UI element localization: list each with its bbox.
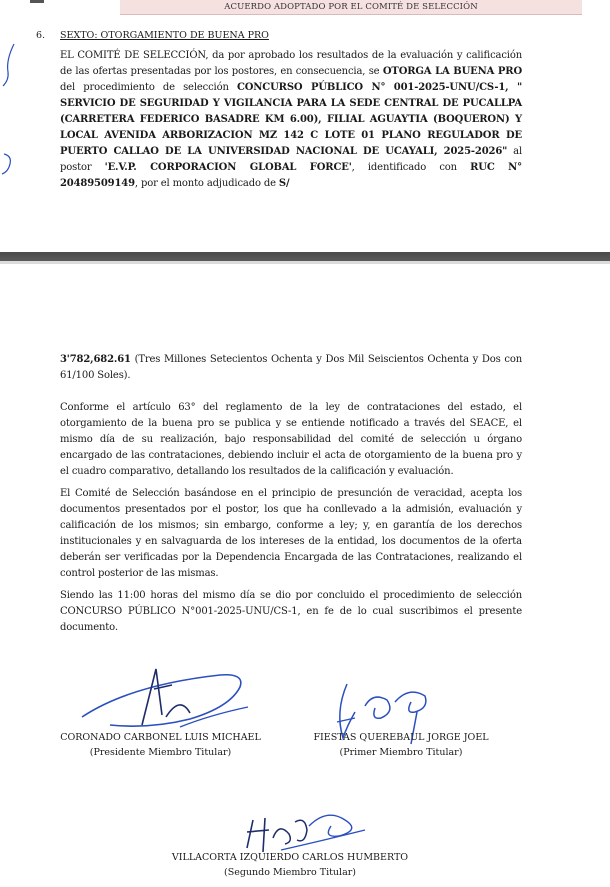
signatory-3-role: (Segundo Miembro Titular) bbox=[224, 867, 356, 878]
margin-ink-mark-top bbox=[0, 40, 20, 90]
page-edge-mark bbox=[30, 0, 44, 3]
signatory-1 bbox=[58, 730, 263, 760]
signatory-3-name: VILLACORTA IZQUIERDO CARLOS HUMBERTO bbox=[171, 852, 409, 863]
notification-paragraph: Conforme el artículo 63° del reglamento de la ley de contrataciones del estado, el otorgamiento de la buena pro se publica y se entiende notificado a través del SEACE, el mismo día de su realización, bajo responsabilidad del comité de selección u órgano encargado de las contrataciones, debiendo incluir el acta de otorgamiento de la buena pro y el cuadro comparativo, detallando los resultados de la calificación y evaluación. bbox=[60, 402, 522, 477]
page-break-separator bbox=[0, 252, 610, 261]
header-banner: ACUERDO ADOPTADO POR EL COMITÉ DE SELECCIÓN bbox=[120, 0, 582, 15]
signatory-2 bbox=[306, 730, 496, 760]
section-number: 6. bbox=[36, 30, 46, 41]
signatory-1-name: CORONADO CARBONEL LUIS MICHAEL bbox=[60, 732, 261, 743]
signatory-2-role: (Primer Miembro Titular) bbox=[339, 747, 463, 758]
closing-paragraph: Siendo las 11:00 horas del mismo día se dio por concluido el procedimiento de selección CONCURSO PÚBLICO N°001-2025-UNU/CS-1, en fe de lo cual suscribimos el presente documento. bbox=[60, 590, 522, 633]
amount-paragraph: 3'782,682.61 (Tres Millones Setecientos Ochenta y Dos Mil Seiscientos Ochenta y Dos con 61/100 Soles). bbox=[60, 354, 522, 381]
section-title: SEXTO: OTORGAMIENTO DE BUENA PRO bbox=[60, 30, 269, 41]
signatory-3 bbox=[170, 850, 410, 880]
award-paragraph: EL COMITÉ DE SELECCIÓN, da por aprobado los resultados de la evaluación y calificación de las ofertas presentadas por los postores, en consecuencia, se OTORGA LA BUENA PRO del procedimiento de selección CONCURSO PÚBLICO N° 001-2025-UNU/CS-1, " SERVICIO DE SEGURIDAD Y VIGILANCIA PARA LA SEDE CENTRAL DE PUCALLPA (CARRETERA FEDERICO BASADRE KM 6.00), FILIAL AGUAYTIA (BOQUERON) Y LOCAL AVENIDA ARBORIZACION MZ 142 C LOTE 01 PLANO REGULADOR DE PUERTO CALLAO DE LA UNIVERSIDAD NACIONAL DE UCAYALI, 2025-2026" al postor 'E.V.P. CORPORACION GLOBAL FORCE', identificado con RUC N° 20489509149, por el monto adjudicado de S/ bbox=[60, 50, 523, 189]
veracity-paragraph: El Comité de Selección basándose en el principio de presunción de veracidad, acepta los documentos presentados por el postor, los que ha conllevado a la admisión, evaluación y calificación de los mismos; sin embargo, conforme a ley; y, en garantía de los derechos institucionales y en salvaguarda de los intereses de la entidad, los documentos de la oferta deberán ser verificadas por la Dependencia Encargada de las Contrataciones, realizando el control posterior de las mismas. bbox=[60, 488, 522, 579]
signatory-1-role: (Presidente Miembro Titular) bbox=[89, 747, 232, 758]
signatory-2-name: FIESTAS QUEREBAUL JORGE JOEL bbox=[313, 732, 489, 743]
margin-ink-mark-bottom bbox=[0, 150, 20, 180]
page-break-shadow bbox=[0, 261, 610, 264]
